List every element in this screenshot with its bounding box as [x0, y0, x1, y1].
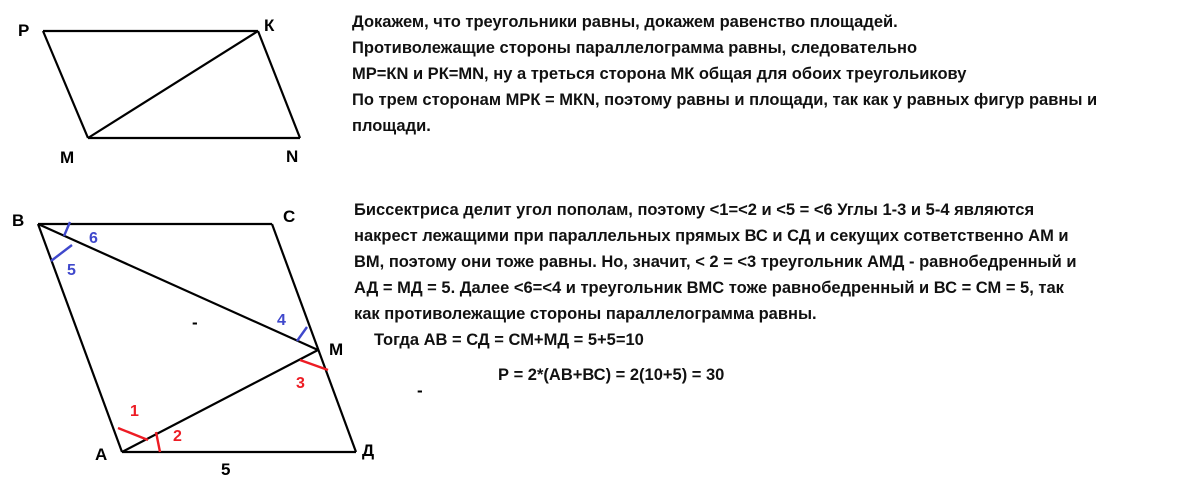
- top-text-line: площади.: [352, 117, 431, 135]
- top-text-line: Докажем, что треугольники равны, докажем равенство площадей.: [352, 13, 898, 31]
- result-line-perimeter: Р = 2*(АВ+ВС) = 2(10+5) = 30: [498, 366, 725, 384]
- angle-5-mark: [51, 245, 72, 261]
- bottom-text-line: накрест лежащими при параллельных прямых ВС и СД и секущих сответственно АМ и: [354, 227, 1069, 245]
- bottom-parallelogram: [38, 224, 356, 452]
- bottom-proof-text: [354, 197, 1077, 327]
- side-kn: [258, 31, 300, 138]
- side-cd: [272, 224, 356, 452]
- stray-dash: -: [417, 381, 423, 400]
- angle-label-4: 4: [277, 312, 286, 329]
- result-line-sides: Тогда АВ = СД = СМ+МД = 5+5=10: [374, 331, 644, 349]
- top-parallelogram: [43, 31, 300, 138]
- top-text-line: Противолежащие стороны параллелограмма равны, следовательно: [352, 39, 918, 57]
- bottom-text-line: Биссектриса делит угол пополам, поэтому <1=<2 и <5 = <6 Углы 1-3 и 5-4 являются: [354, 201, 1035, 219]
- top-text-line: МР=КN и РК=МN, ну а треться сторона МК общая для обоих треугольикову: [352, 65, 967, 83]
- angle-label-6: 6: [89, 230, 98, 247]
- vertex-label-a: А: [95, 445, 108, 464]
- vertex-label-c: С: [283, 207, 296, 226]
- side-mp: [43, 31, 88, 138]
- angle-1-mark: [118, 428, 148, 440]
- diagonal-mk: [88, 31, 258, 138]
- vertex-label-d: Д: [362, 441, 375, 460]
- segment-label-ad: 5: [221, 460, 231, 479]
- angle-label-2: 2: [173, 428, 182, 445]
- vertex-label-n: N: [286, 147, 299, 166]
- angle-4-mark: [297, 327, 307, 341]
- angle-label-5: 5: [67, 262, 76, 279]
- vertex-label-m2: М: [329, 340, 344, 359]
- vertex-label-p: Р: [18, 21, 30, 40]
- bisector-bm: [38, 224, 318, 350]
- side-ab: [38, 224, 122, 452]
- bottom-text-line: АД = МД = 5. Далее <6=<4 и треугольник ВМС тоже равнобедренный и ВС = СМ = 5, так: [354, 279, 1064, 297]
- bisector-am: [122, 350, 318, 452]
- vertex-label-b: В: [12, 211, 25, 230]
- vertex-label-k: К: [264, 16, 275, 35]
- vertex-label-m: М: [60, 148, 75, 167]
- angle-2-mark: [156, 432, 160, 452]
- angle-label-3: 3: [296, 375, 305, 392]
- angle-label-1: 1: [130, 403, 139, 420]
- top-proof-text: [352, 9, 1097, 139]
- bottom-text-line: ВМ, поэтому они тоже равны. Но, значит, < 2 = <3 треугольник АМД - равнобедренный и: [354, 253, 1077, 271]
- stray-mark-figure: -: [192, 313, 198, 332]
- top-text-line: По трем сторонам МРК = МКN, поэтому равны и площади, так как у равных фигур равны и: [352, 91, 1098, 109]
- bottom-text-line: как противолежащие стороны параллелограмма равны.: [354, 305, 817, 323]
